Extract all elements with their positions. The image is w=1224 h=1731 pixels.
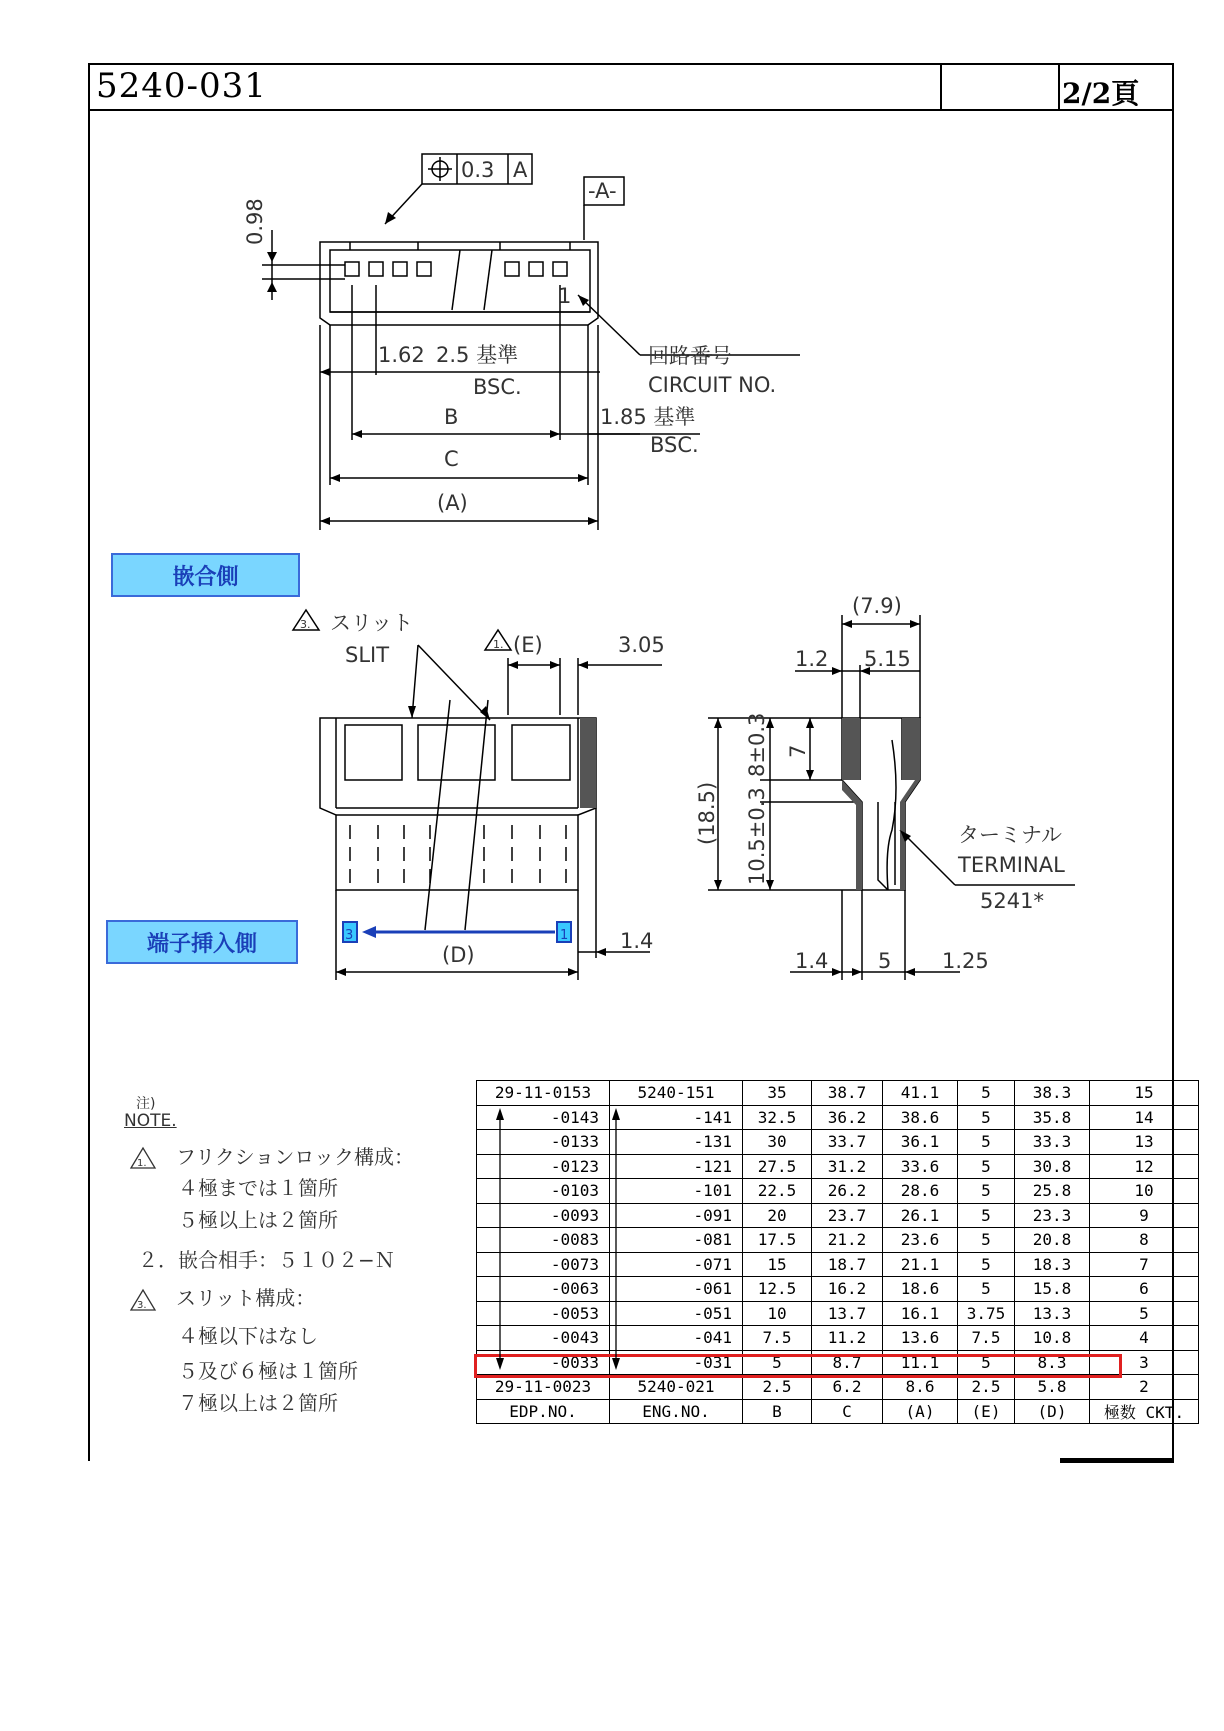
table-cell: 5 — [958, 1203, 1015, 1228]
table-cell: 33.3 — [1015, 1130, 1090, 1155]
table-cell: 33.7 — [812, 1130, 883, 1155]
table-cell: -131 — [610, 1130, 743, 1155]
insertion-side-label: 端子挿入側 — [106, 920, 298, 964]
label-d: (D) — [442, 943, 475, 967]
note3-title: スリット構成： — [176, 1286, 316, 1310]
circuit-en: CIRCUIT NO. — [648, 373, 777, 397]
page-number: 2/2頁 — [1062, 77, 1140, 110]
table-header-cell: (A) — [883, 1399, 958, 1424]
table-cell: 8.3 — [1015, 1350, 1090, 1375]
table-cell: -081 — [610, 1228, 743, 1253]
table-header-cell: 極数 CKT. — [1090, 1399, 1199, 1424]
table-cell: 10.8 — [1015, 1326, 1090, 1351]
table-cell: 5 — [958, 1179, 1015, 1204]
table-cell: 35.8 — [1015, 1105, 1090, 1130]
table-header-cell: ENG.NO. — [610, 1399, 743, 1424]
table-cell: 5 — [958, 1350, 1015, 1375]
table-cell: 17.5 — [743, 1228, 812, 1253]
table-cell: 30 — [743, 1130, 812, 1155]
table-cell: 32.5 — [743, 1105, 812, 1130]
table-cell: 8.6 — [883, 1375, 958, 1400]
table-cell: -0043 — [477, 1326, 610, 1351]
table-cell: 10 — [743, 1301, 812, 1326]
table-cell: 38.7 — [812, 1081, 883, 1106]
note1-num: 1. — [137, 1158, 147, 1169]
table-cell: -041 — [610, 1326, 743, 1351]
note1-title: フリクションロック構成： — [176, 1145, 414, 1169]
dim-098: 0.98 — [243, 198, 267, 245]
table-cell: 4 — [1090, 1326, 1199, 1351]
terminal-no: 5241* — [980, 889, 1044, 913]
slit-note-num: 3. — [300, 618, 311, 631]
table-cell: 15 — [743, 1252, 812, 1277]
table-cell: 13.6 — [883, 1326, 958, 1351]
table-cell: 35 — [743, 1081, 812, 1106]
table-cell: 3.75 — [958, 1301, 1015, 1326]
table-cell: 2.5 — [958, 1375, 1015, 1400]
table-header-cell: B — [743, 1399, 812, 1424]
dim-14-side: 1.4 — [795, 949, 829, 973]
e-label: (E) — [513, 633, 543, 657]
dim-103: 10.5±0.3 — [745, 787, 769, 885]
note2: ２．嵌合相手：５１０２−Ｎ — [138, 1248, 395, 1272]
dim-end-bsc: BSC. — [650, 433, 699, 457]
table-cell: 23.6 — [883, 1228, 958, 1253]
table-cell: 20 — [743, 1203, 812, 1228]
table-cell: 5 — [958, 1105, 1015, 1130]
table-header-cell: EDP.NO. — [477, 1399, 610, 1424]
table-cell: 21.1 — [883, 1252, 958, 1277]
table-cell: 7 — [1090, 1252, 1199, 1277]
table-cell: 12 — [1090, 1154, 1199, 1179]
tol-datum: A — [513, 158, 528, 182]
part-number: 5240-031 — [96, 66, 267, 106]
table-cell: -0133 — [477, 1130, 610, 1155]
table-cell: 7.5 — [743, 1326, 812, 1351]
table-cell: 38.3 — [1015, 1081, 1090, 1106]
table-cell: 33.6 — [883, 1154, 958, 1179]
note3-b: ５及び６極は１箇所 — [178, 1359, 358, 1383]
table-cell: 26.1 — [883, 1203, 958, 1228]
slit-en: SLIT — [345, 643, 390, 667]
note3-c: ７極以上は２箇所 — [178, 1391, 338, 1415]
e-note-num: 1. — [493, 638, 504, 651]
table-cell: -0083 — [477, 1228, 610, 1253]
table-cell: 36.2 — [812, 1105, 883, 1130]
table-cell: 6 — [1090, 1277, 1199, 1302]
table-cell: -101 — [610, 1179, 743, 1204]
note3-a: ４極以下はなし — [178, 1324, 318, 1348]
table-cell: 5 — [958, 1252, 1015, 1277]
table-cell: 5240-021 — [610, 1375, 743, 1400]
table-cell: 7.5 — [958, 1326, 1015, 1351]
table-cell: 41.1 — [883, 1081, 958, 1106]
table-cell: 5 — [958, 1130, 1015, 1155]
table-cell: -0103 — [477, 1179, 610, 1204]
pin1-marker: 1 — [560, 928, 569, 943]
note-heading-en: NOTE. — [124, 1111, 177, 1131]
table-cell: 5 — [743, 1350, 812, 1375]
table-cell: 36.1 — [883, 1130, 958, 1155]
table-cell: 15.8 — [1015, 1277, 1090, 1302]
table-cell: 13.7 — [812, 1301, 883, 1326]
table-cell: 28.6 — [883, 1179, 958, 1204]
label-a: (A) — [437, 491, 468, 515]
table-cell: 16.2 — [812, 1277, 883, 1302]
table-cell: -071 — [610, 1252, 743, 1277]
table-cell: 5.8 — [1015, 1375, 1090, 1400]
table-cell: 5 — [1090, 1301, 1199, 1326]
dim-8: 8±0.3 — [745, 712, 769, 777]
table-cell: -0143 — [477, 1105, 610, 1130]
table-cell: 18.3 — [1015, 1252, 1090, 1277]
table-cell: -0073 — [477, 1252, 610, 1277]
note1-a: ４極までは１箇所 — [178, 1176, 338, 1200]
table-cell: 6.2 — [812, 1375, 883, 1400]
table-cell: 29-11-0023 — [477, 1375, 610, 1400]
table-cell: -031 — [610, 1350, 743, 1375]
table-cell: 5 — [958, 1228, 1015, 1253]
table-cell: 11.2 — [812, 1326, 883, 1351]
label-b: B — [444, 405, 459, 429]
dim-pitch-bsc-en: BSC. — [473, 375, 522, 399]
table-header-cell: C — [812, 1399, 883, 1424]
frame-bottom-mark — [1060, 1458, 1174, 1463]
dim-515: 5.15 — [864, 647, 911, 671]
table-cell: 30.8 — [1015, 1154, 1090, 1179]
dim-pitch: 1.62 — [378, 343, 425, 367]
circuit-jp: 回路番号 — [648, 344, 732, 368]
mating-side-label: 嵌合側 — [111, 553, 300, 597]
table-cell: -141 — [610, 1105, 743, 1130]
dim-pitch-bsc: 2.5 基準 — [436, 343, 519, 367]
note-heading-jp: 注) — [136, 1096, 156, 1112]
table-cell: 38.6 — [883, 1105, 958, 1130]
dim-185: (18.5) — [695, 781, 719, 845]
table-cell: 9 — [1090, 1203, 1199, 1228]
table-cell: 3 — [1090, 1350, 1199, 1375]
dim-7: 7 — [786, 744, 810, 758]
table-cell: 11.1 — [883, 1350, 958, 1375]
table-header-cell: (D) — [1015, 1399, 1090, 1424]
pin1-top: 1 — [558, 284, 572, 308]
table-cell: 13.3 — [1015, 1301, 1090, 1326]
table-cell: 5 — [958, 1277, 1015, 1302]
slit-jp: スリット — [330, 611, 414, 635]
table-cell: 27.5 — [743, 1154, 812, 1179]
table-cell: -0053 — [477, 1301, 610, 1326]
table-cell: 2 — [1090, 1375, 1199, 1400]
table-cell: -0063 — [477, 1277, 610, 1302]
table-cell: 8 — [1090, 1228, 1199, 1253]
terminal-jp: ターミナル — [958, 823, 1062, 847]
table-cell: -0093 — [477, 1203, 610, 1228]
table-cell: 5240-151 — [610, 1081, 743, 1106]
table-cell: -061 — [610, 1277, 743, 1302]
table-cell: 25.8 — [1015, 1179, 1090, 1204]
table-cell: 26.2 — [812, 1179, 883, 1204]
table-cell: 18.7 — [812, 1252, 883, 1277]
table-cell: 20.8 — [1015, 1228, 1090, 1253]
table-cell: 31.2 — [812, 1154, 883, 1179]
dim-12: 1.2 — [795, 647, 829, 671]
datum-a-label: -A- — [588, 179, 617, 203]
table-cell: 8.7 — [812, 1350, 883, 1375]
table-cell: 29-11-0153 — [477, 1081, 610, 1106]
label-c: C — [444, 447, 459, 471]
table-cell: 5 — [958, 1154, 1015, 1179]
table-cell: 23.3 — [1015, 1203, 1090, 1228]
table-cell: -051 — [610, 1301, 743, 1326]
dim-14-front: 1.4 — [620, 929, 654, 953]
terminal-en: TERMINAL — [958, 853, 1065, 877]
table-cell: 12.5 — [743, 1277, 812, 1302]
dim-end: 1.85 基準 — [600, 405, 696, 429]
table-cell: 21.2 — [812, 1228, 883, 1253]
pin3-marker: 3 — [345, 928, 354, 943]
table-cell: -121 — [610, 1154, 743, 1179]
dim-305: 3.05 — [618, 633, 665, 657]
table-cell: 23.7 — [812, 1203, 883, 1228]
table-cell: 22.5 — [743, 1179, 812, 1204]
table-cell: 15 — [1090, 1081, 1199, 1106]
table-cell: -0123 — [477, 1154, 610, 1179]
table-cell: 18.6 — [883, 1277, 958, 1302]
table-cell: 2.5 — [743, 1375, 812, 1400]
table-cell: -091 — [610, 1203, 743, 1228]
table-header-cell: (E) — [958, 1399, 1015, 1424]
table-cell: 5 — [958, 1081, 1015, 1106]
dim-125: 1.25 — [942, 949, 989, 973]
table-cell: -0033 — [477, 1350, 610, 1375]
table-cell: 16.1 — [883, 1301, 958, 1326]
table-cell: 10 — [1090, 1179, 1199, 1204]
table-cell: 13 — [1090, 1130, 1199, 1155]
dim-79: (7.9) — [852, 594, 902, 618]
table-cell: 14 — [1090, 1105, 1199, 1130]
tol-value: 0.3 — [461, 158, 495, 182]
note1-b: ５極以上は２箇所 — [178, 1208, 338, 1232]
dim-5: 5 — [878, 949, 892, 973]
note3-num: 3. — [137, 1300, 147, 1311]
